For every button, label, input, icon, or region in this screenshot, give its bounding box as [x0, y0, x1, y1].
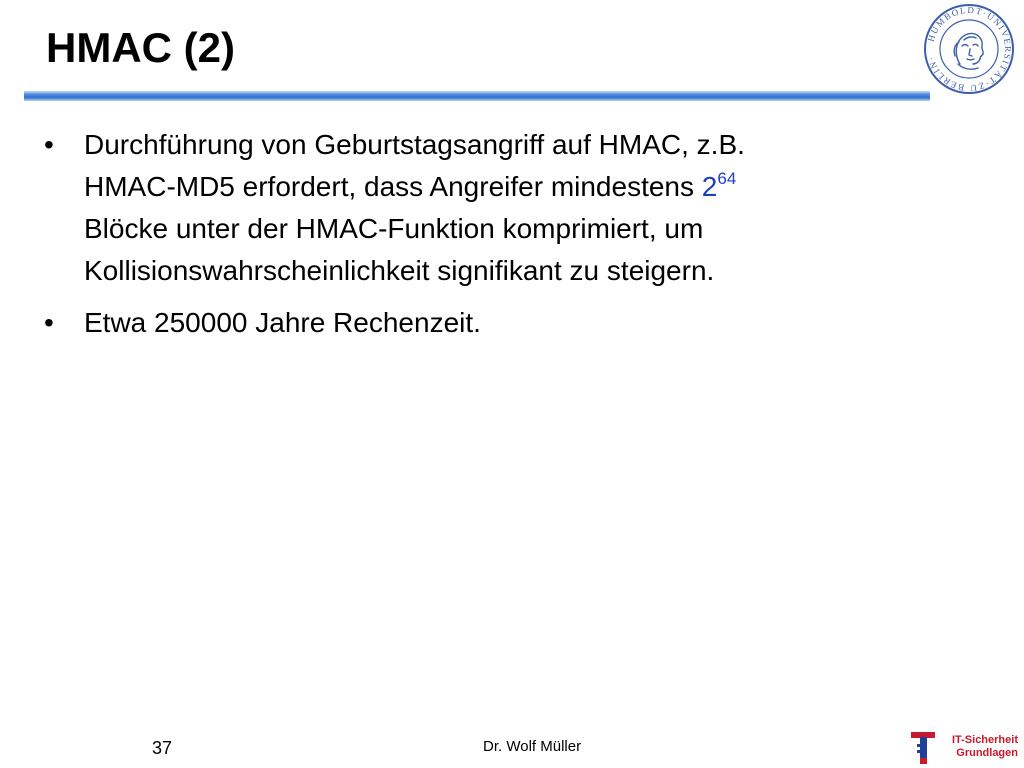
course-brand — [944, 734, 1018, 760]
bullet-line: Etwa 250000 Jahre Rechenzeit. — [84, 307, 481, 338]
title-divider — [24, 90, 930, 102]
page-number: 37 — [152, 738, 173, 758]
key-logo-icon — [909, 730, 939, 766]
power-base: 2 — [701, 171, 718, 202]
course-brand-line: IT-Sicherheit — [951, 734, 1018, 746]
bullet-list — [44, 124, 944, 354]
bullet-line: Durchführung von Geburtstagsangriff auf HMAC, z.B. — [84, 129, 745, 160]
course-brand-line: Grundlagen — [956, 747, 1018, 759]
svg-text:HUMBOLDT·UNIVERSITÄT·ZU BERLIN: HUMBOLDT·UNIVERSITÄT·ZU BERLIN· — [925, 4, 1014, 94]
bullet-line-with-power — [84, 166, 944, 208]
power-exponent: 64 — [717, 168, 737, 188]
footer-author: Dr. Wolf Müller — [483, 738, 582, 755]
bullet-item-computation-time — [44, 302, 944, 344]
slide-title: HMAC (2) — [46, 24, 235, 71]
bullet-line: Kollisionswahrscheinlichkeit signifikant zu steigern. — [84, 255, 715, 286]
university-seal-logo — [922, 2, 1016, 96]
bullet-marker: • — [44, 307, 54, 338]
bullet-marker: • — [44, 129, 54, 160]
bullet-item-birthday-attack — [44, 124, 944, 292]
power-of-two — [701, 168, 737, 202]
bullet-line: Blöcke unter der HMAC-Funktion komprimiert, um — [84, 213, 704, 244]
bullet-line: HMAC-MD5 erfordert, dass Angreifer mindestens — [84, 171, 702, 202]
